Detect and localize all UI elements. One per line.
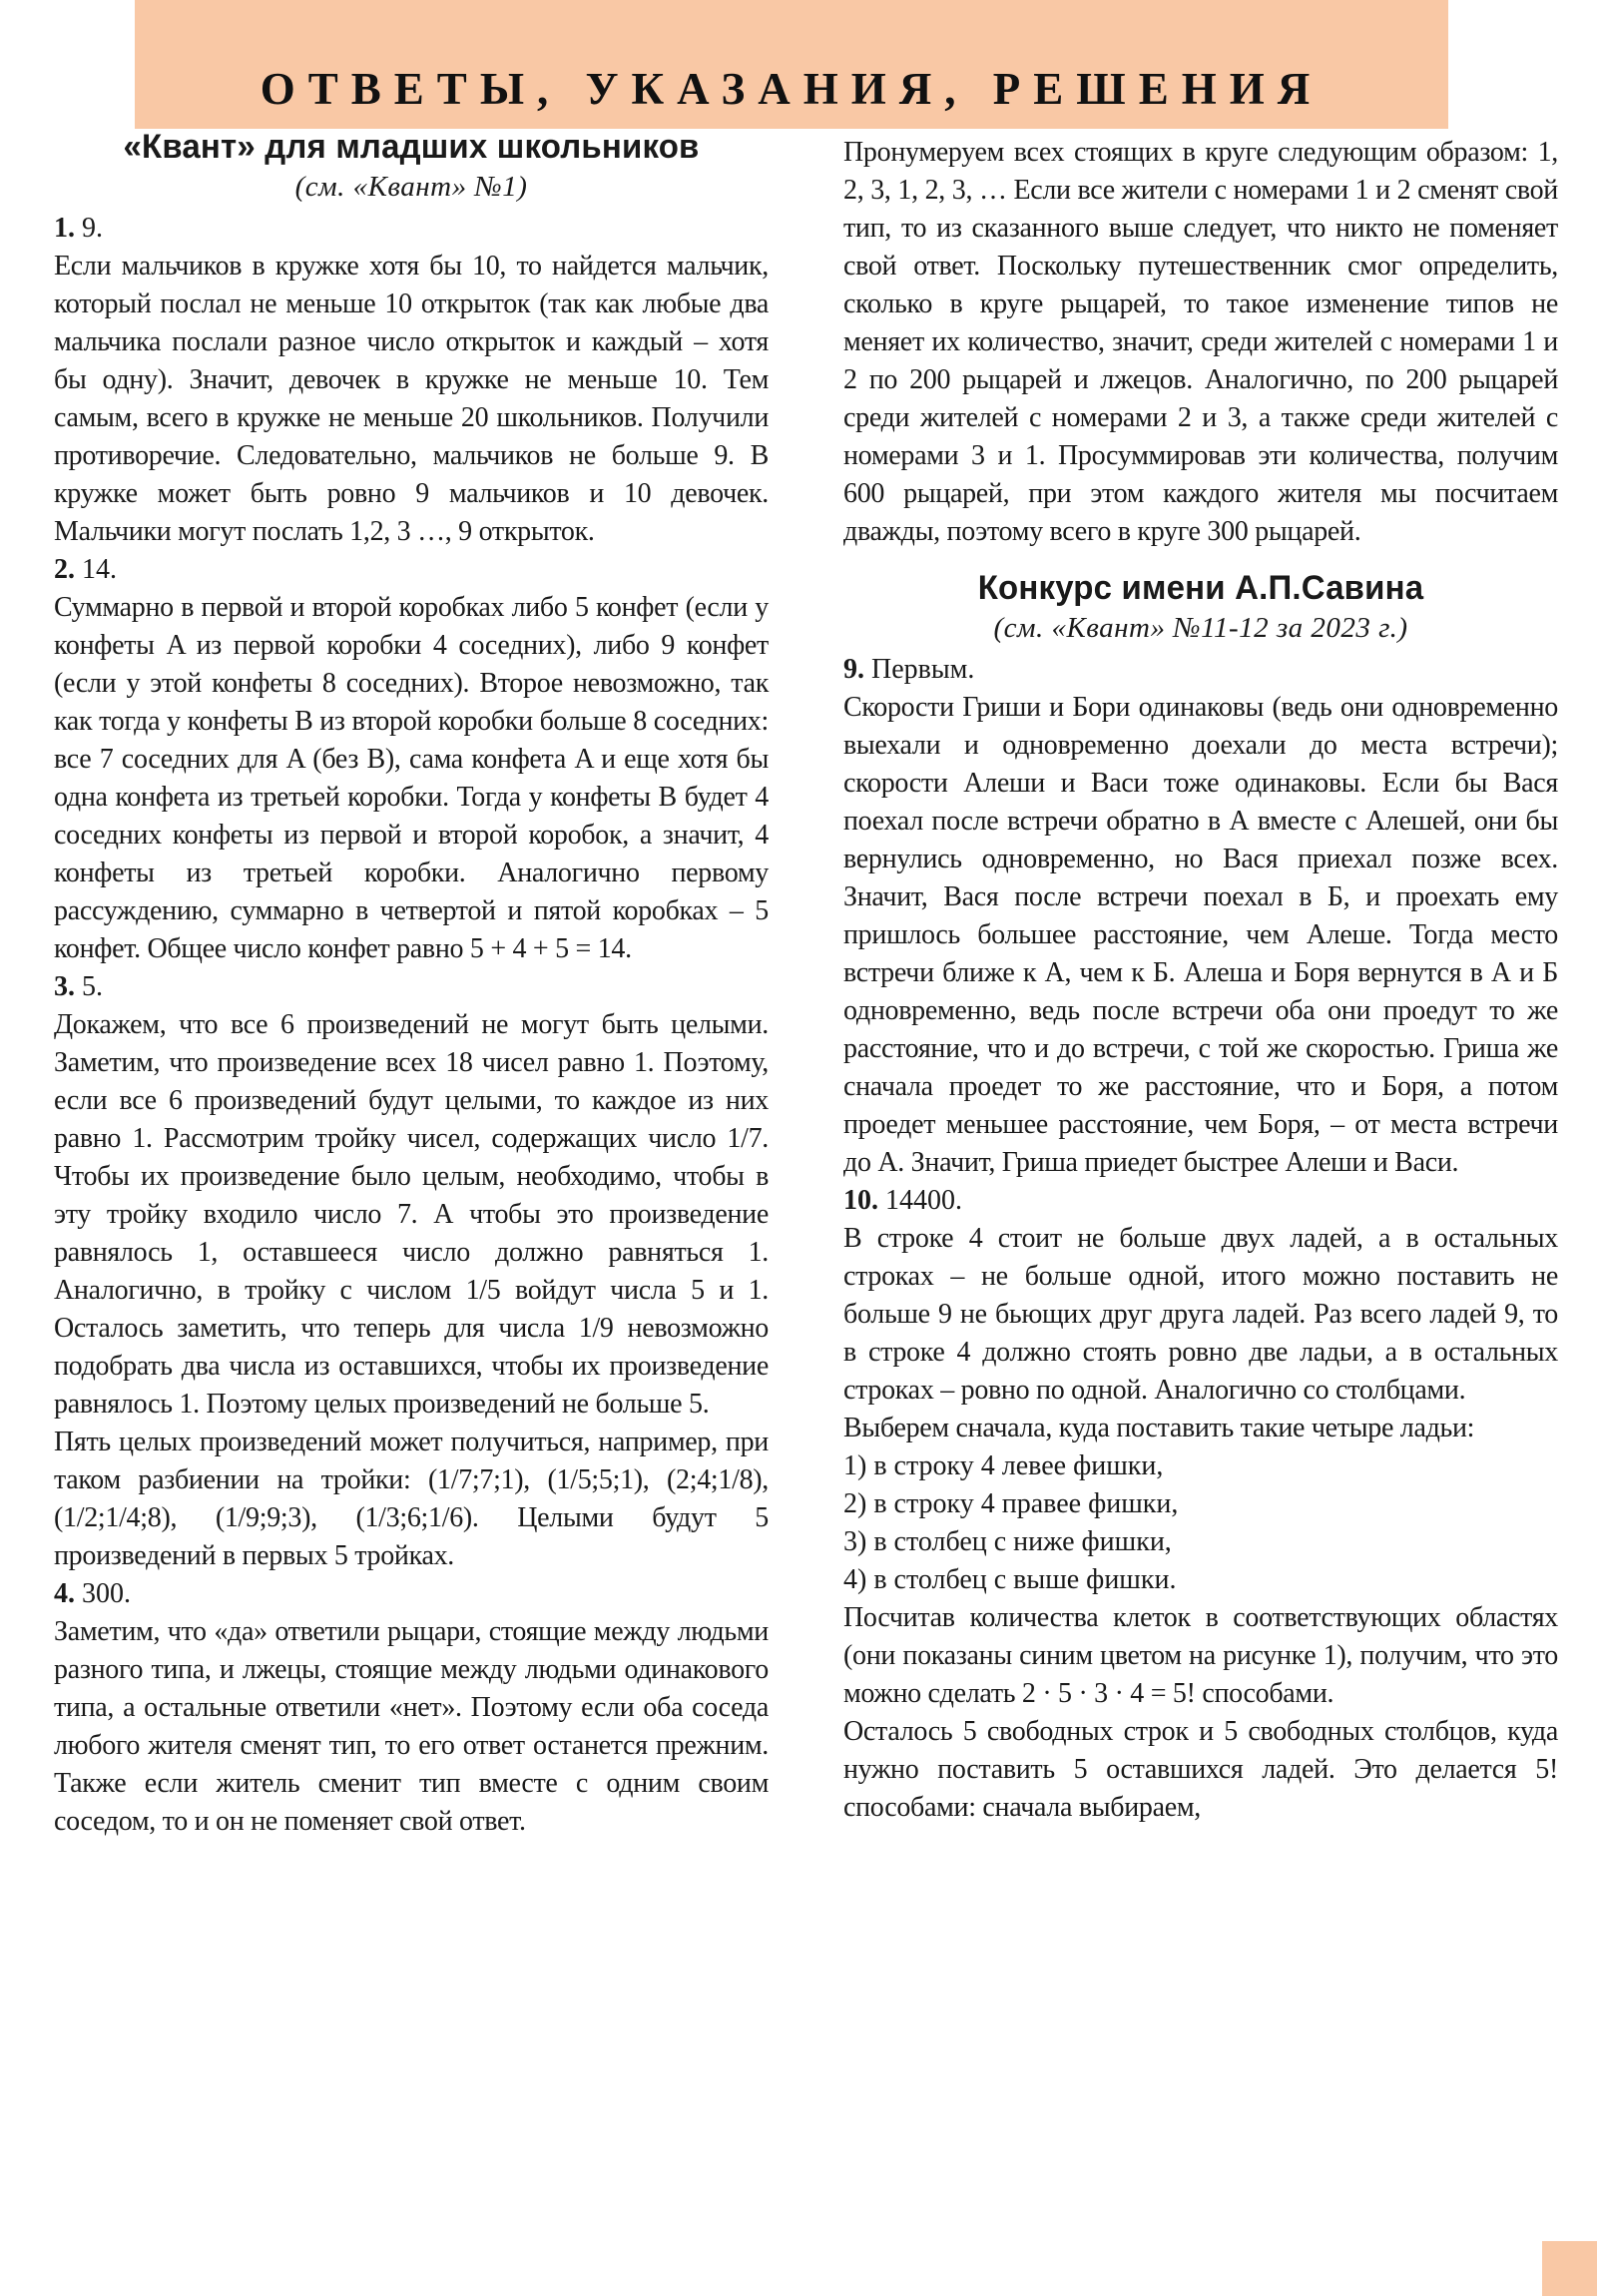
problem-4	[54, 1575, 769, 1841]
page-title: ОТВЕТЫ, УКАЗАНИЯ, РЕШЕНИЯ	[260, 64, 1324, 114]
answer: Первым.	[871, 654, 975, 685]
answer: 14.	[82, 554, 117, 585]
answer-line	[54, 968, 769, 1006]
answer: 9.	[82, 213, 103, 244]
answer: 14400.	[885, 1185, 962, 1216]
solution-paragraph: Скорости Гриши и Бори одинаковы (ведь они одновременно выехали и одновременно доехали до места встречи); скорости Алеши и Васи тоже одинаковы. Если бы Вася поехал после встречи обратно в А вместе с Алешей, они бы вернулись одновременно, но Вася приехал позже всех. Значит, Вася после встречи поехал в Б, и проехать ему пришлось большее расстояние, чем Алеше. Тогда место встречи ближе к А, чем к Б. Алеша и Боря вернутся в А и Б одновременно, ведь после встречи оба они проедут то же расстояние, что и до встречи, с той же скоростью. Гриша же сначала проедет то же расстояние, что и Боря, а потом проедет меньшее расстояние, чем Боря, – от места встречи до А. Значит, Гриша приедет быстрее Алеши и Васи.	[843, 692, 1558, 1178]
list-item: 2) в строку 4 правее фишки,	[843, 1488, 1179, 1519]
problem-number: 4.	[54, 1578, 75, 1609]
section-reference: (см. «Квант» №11-12 за 2023 г.)	[993, 612, 1408, 644]
answer-line	[54, 210, 769, 248]
problem-number: 2.	[54, 554, 75, 585]
list-item: 4) в столбец с выше фишки.	[843, 1564, 1177, 1595]
list-item: 3) в столбец с ниже фишки,	[843, 1526, 1172, 1557]
continuation-paragraph: Пронумеруем всех стоящих в круге следующим образом: 1, 2, 3, 1, 2, 3, … Если все жители с номерами 1 и 2 сменят свой тип, то из сказанного выше следует, что никто не поменяет свой ответ. Поскольку путешественник смог определить, сколько в круге рыцарей, то такое изменение типов не меняет их количество, значит, среди жителей с номерами 1 и 2 по 200 рыцарей и лжецов. Аналогично, по 200 рыцарей среди жителей с номерами 2 и 3, а также среди жителей с номерами 3 и 1. Просуммировав эти количества, получим 600 рыцарей, при этом каждого жителя мы посчитаем дважды, поэтому всего в круге 300 рыцарей.	[843, 137, 1558, 547]
section-gap	[843, 551, 1558, 567]
answer-line	[54, 1575, 769, 1613]
problem-number: 3.	[54, 971, 75, 1002]
answer-line	[54, 551, 769, 589]
solution-paragraph: Суммарно в первой и второй коробках либо 5 конфет (если у конфеты A из первой коробки 4 соседних), либо 9 конфет (если у этой конфеты 8 соседних). Второе невозможно, так как тогда у конфеты B из второй коробки больше 8 соседних: все 7 соседних для A (без B), сама конфета A и еще хотя бы одна конфета из третьей коробки. Тогда у конфеты B будет 4 соседних конфеты из первой и второй коробок, а значит, 4 конфеты из третьей коробки. Аналогично первому рассуждению, суммарно в четвертой и пятой коробках – 5 конфет. Общее число конфет равно 5 + 4 + 5 = 14.	[54, 592, 769, 964]
problem-number: 9.	[843, 654, 864, 685]
problem-10	[843, 1182, 1558, 1827]
header-banner	[135, 0, 1448, 129]
solution-paragraph: Посчитав количества клеток в соответствующих областях (они показаны синим цветом на рисунке 1), получим, что это можно сделать 2 · 5 · 3 · 4 = 5! способами.	[843, 1602, 1558, 1709]
problem-3	[54, 968, 769, 1575]
solution-paragraph: Выберем сначала, куда поставить такие четыре ладьи:	[843, 1413, 1475, 1443]
answer: 300.	[82, 1578, 131, 1609]
problem-number: 1.	[54, 213, 75, 244]
left-column	[54, 126, 769, 1841]
problem-1	[54, 210, 769, 551]
solution-paragraph: Докажем, что все 6 произведений не могут быть целыми. Заметим, что произведение всех 18 чисел равно 1. Поэтому, если все 6 произведений будут целыми, то каждое из них равно 1. Рассмотрим тройку чисел, содержащих число 1/7. Чтобы их произведение было целым, необходимо, чтобы в эту тройку входило число 7. А чтобы это произведение равнялось 1, оставшееся число должно равняться 1. Аналогично, в тройку с числом 1/5 войдут числа 5 и 1. Осталось заметить, что теперь для числа 1/9 невозможно подобрать два числа из оставшихся, чтобы их произведение равнялось 1. Поэтому целых произведений не больше 5.	[54, 1009, 769, 1420]
solution-paragraph: В строке 4 стоит не больше двух ладей, а в остальных строках – не больше одной, итого можно поставить не больше 9 не бьющих друг друга ладей. Раз всего ладей 9, то в строке 4 должно стоять ровно две ладьи, а в остальных строках – ровно по одной. Аналогично со столбцами.	[843, 1223, 1558, 1406]
answer-line	[843, 1182, 1558, 1220]
list-item: 1) в строку 4 левее фишки,	[843, 1450, 1164, 1481]
solution-paragraph: Если мальчиков в кружке хотя бы 10, то найдется мальчик, который послал не меньше 10 открыток (так как любые два мальчика послали разное число открыток и каждый – хотя бы одну). Значит, девочек в кружке не меньше 10. Тем самым, всего в кружке не меньше 20 школьников. Получили противоречие. Следовательно, мальчиков не больше 9. В кружке может быть ровно 9 мальчиков и 10 девочек. Мальчики могут послать 1,2, 3 …, 9 открыток.	[54, 251, 769, 547]
problem-2	[54, 551, 769, 968]
section-title: Конкурс имени А.П.Савина	[977, 569, 1424, 607]
page-corner-marker	[1542, 2241, 1597, 2296]
section-title: «Квант» для младших школьников	[123, 128, 700, 166]
section-reference: (см. «Квант» №1)	[294, 171, 528, 203]
answer: 5.	[82, 971, 103, 1002]
answer-line	[843, 651, 1558, 689]
solution-paragraph: Пять целых произведений может получиться, например, при таком разбиении на тройки: (1/7;7;1), (1/5;5;1), (2;4;1/8), (1/2;1/4;8), (1/9;9;3), (1/3;6;1/6). Целыми будут 5 произведений в первых 5 тройках.	[54, 1427, 769, 1571]
solution-paragraph: Заметим, что «да» ответили рыцари, стоящие между людьми разного типа, и лжецы, стоящие между людьми одинакового типа, а остальные ответили «нет». Поэтому если оба соседа любого жителя сменят тип, то его ответ останется прежним. Также если житель сменит тип вместе с одним своим соседом, то и он не поменяет свой ответ.	[54, 1616, 769, 1837]
problem-9	[843, 651, 1558, 1182]
right-column	[843, 134, 1558, 1827]
problem-number: 10.	[843, 1185, 878, 1216]
solution-paragraph: Осталось 5 свободных строк и 5 свободных столбцов, куда нужно поставить 5 оставшихся ладей. Это делается 5! способами: сначала выбираем,	[843, 1716, 1558, 1823]
